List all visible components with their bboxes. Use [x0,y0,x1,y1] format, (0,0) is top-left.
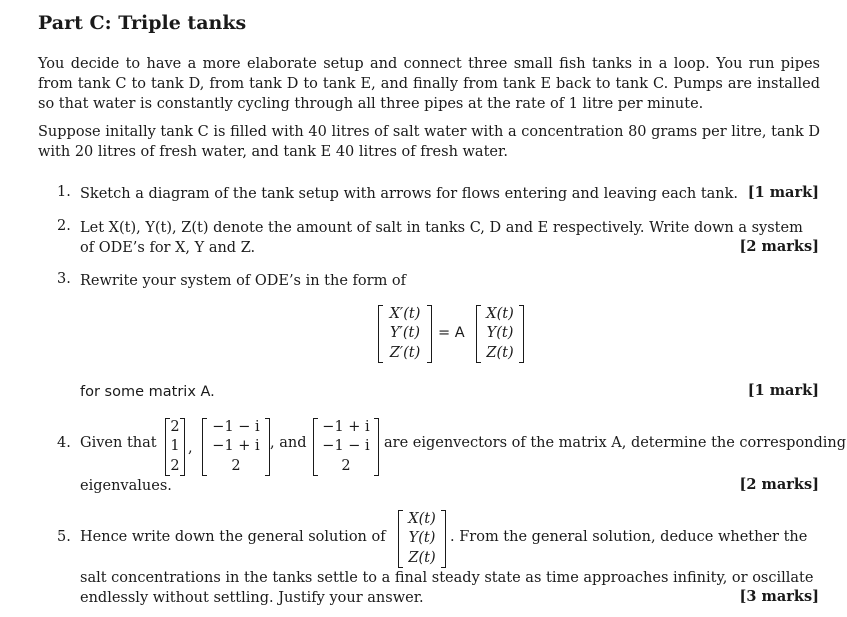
item-4-marks: [2 marks] [739,476,819,493]
item-5-marks: [3 marks] [739,588,819,605]
item-3-number: 3. [57,271,71,287]
item-2-marks: [2 marks] [739,238,819,255]
eigenvector-2 [202,418,270,476]
eigenvector-3-entry-3: 2 [341,457,351,474]
comma-1: , [188,440,193,456]
state-x: X(t) [486,306,514,323]
derivative-x: X′(t) [389,306,421,323]
item-4-line-2: eigenvalues. [80,478,172,494]
item-4-number: 4. [57,435,71,451]
state-vector [476,305,524,363]
item-5-rest: . From the general solution, deduce whether the [450,529,808,545]
item-1-number: 1. [57,184,71,200]
eigenvector-2-entry-1: −1 − i [212,419,260,436]
derivative-vector [378,305,432,363]
item-5-number: 5. [57,529,71,545]
eigenvector-3 [313,418,379,476]
eigenvector-2-entry-3: 2 [231,457,241,474]
item-3-marks: [1 mark] [747,382,819,399]
state-z: Z(t) [486,344,514,361]
solution-y: Y(t) [408,530,436,547]
item-4-and: , and [270,435,307,451]
item-1-text: Sketch a diagram of the tank setup with arrows for flows entering and leaving each tank. [80,186,739,202]
setup-paragraph: Suppose initally tank C is filled with 40 litres of salt water with a concentration 80 grams per litre, tank D with 20 litres of fresh water, and tank E 40 litres of fresh water. [38,124,820,160]
item-3-after: for some matrix A. [80,384,215,400]
item-2-number: 2. [57,218,71,234]
eigenvector-3-entry-1: −1 + i [322,419,370,436]
item-1-marks: [1 mark] [747,184,819,201]
eigenvector-1 [165,418,185,476]
item-2-line-1: Let X(t), Y(t), Z(t) denote the amount of salt in tanks C, D and E respectively. Write down a system [80,220,803,236]
eigenvector-1-entry-2: 1 [170,438,180,455]
item-2-line-2: of ODE’s for X, Y and Z. [80,240,256,256]
intro-paragraph: You decide to have a more elaborate setup and connect three small fish tanks in a loop. You run pipes from tank C to tank D, from tank D to tank E, and finally from tank E back to tank C. Pumps are installed so that water is constantly cycling through all three pipes at the rate of 1 litre per minute. [38,56,820,112]
solution-x: X(t) [408,511,436,528]
item-5-lead: Hence write down the general solution of [80,529,386,545]
item-3-text: Rewrite your system of ODE’s in the form of [80,273,407,289]
solution-z: Z(t) [408,549,436,566]
item-5-line-3: endlessly without settling. Justify your answer. [80,590,424,606]
eigenvector-1-entry-1: 2 [170,419,180,436]
solution-vector [398,510,446,568]
eigenvector-2-entry-2: −1 + i [212,438,260,455]
derivative-y: Y′(t) [389,325,420,342]
eigenvector-3-entry-2: −1 − i [322,438,370,455]
derivative-z: Z′(t) [389,344,421,361]
equals-matrix-a: = A [438,325,465,341]
eigenvector-1-entry-3: 2 [170,457,180,474]
section-title: Part C: Triple tanks [38,12,247,34]
item-4-rest-text: are eigenvectors of the matrix A, determine the corresponding [384,435,847,451]
state-y: Y(t) [486,325,514,342]
item-4-given: Given that [80,435,157,451]
item-5-line-2: salt concentrations in the tanks settle to a final steady state as time approaches infinity, or oscillate [80,570,814,586]
item-4-rest [384,435,846,451]
